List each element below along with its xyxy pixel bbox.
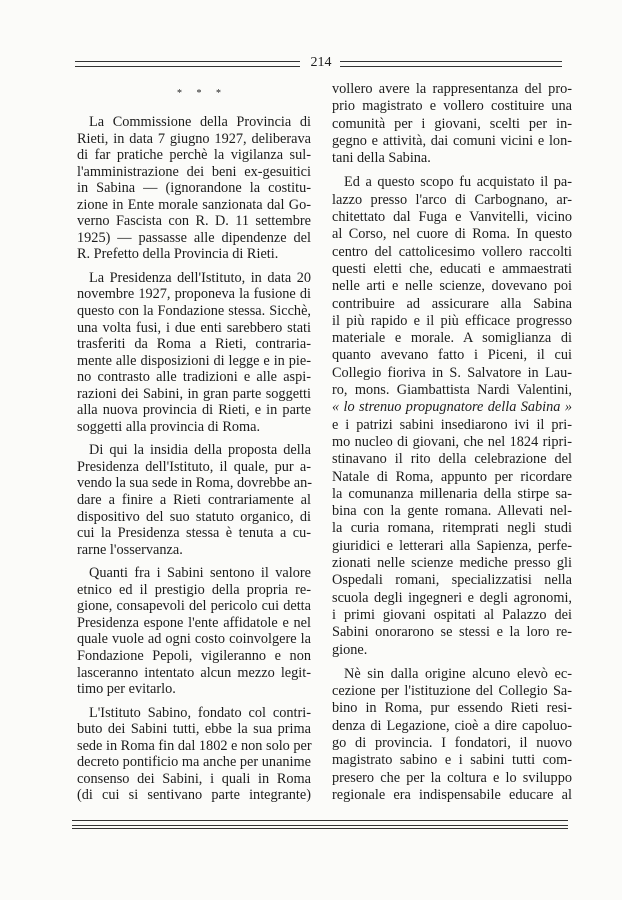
text-line: no contrasto alle tradizioni e alle aspi- — [77, 369, 311, 386]
text-line: contribuire ad assicurare alla Sabina — [332, 295, 572, 312]
text-line: tani della Sabina. — [332, 150, 431, 167]
text-line: Natale di Roma, appunto per ricordare — [332, 468, 572, 485]
text-line: chitettato dal Fuga e Vanvitelli, vicino — [332, 209, 572, 226]
text-line: il più rapido e il più efficace progresso — [332, 312, 572, 329]
text-line: razioni dei Sabini, in gran parte soggetti — [77, 385, 311, 402]
text-line: sede in Roma fin dal 1802 e non solo per — [77, 737, 312, 754]
text-line: prio magistrato e vollero costituire una — [332, 98, 572, 115]
text-line: Di qui la insidia della proposta della — [89, 442, 311, 459]
paragraph — [332, 81, 572, 167]
text-line: questi eletti che, educati e ammaestrati — [332, 260, 572, 277]
text-line: comunità per i giovani, scelti per in- — [332, 115, 572, 132]
text-line: quale vuole ad ogni costo coinvolgere la — [77, 631, 311, 648]
text-line: vollero avere la rappresentanza del pro- — [332, 81, 572, 97]
text-line: presero che per la coltura e lo sviluppo — [332, 769, 572, 786]
text-line: la curia romana, ritemprati negli studi — [332, 520, 572, 537]
text-line: giuridici e letterari alla Sapienza, perfe- — [332, 537, 572, 554]
text-line: zione in Ente morale sanzionata dal Go- — [77, 196, 311, 213]
paragraph — [77, 565, 311, 697]
text-line: di far pratiche perchè la vigilanza sul- — [77, 147, 311, 164]
text-line: Ospedali romani, specializzatisi nella — [332, 572, 572, 589]
paragraph — [77, 270, 311, 435]
text-line: dare a finire a Rieti contrariamente al — [77, 492, 311, 509]
text-line: Quanti fra i Sabini sentono il valore — [89, 565, 311, 582]
text-line: La Presidenza dell'Istituto, in data 20 — [89, 269, 311, 286]
text-line: Presidenza espone l'ente affidatole e nel — [77, 614, 311, 631]
text-line: la comunanza millenaria della stirpe sa- — [332, 485, 572, 502]
page-number: 214 — [310, 55, 332, 70]
text-line: cezione per l'istituzione del Collegio Sa- — [332, 683, 572, 700]
footer-rule — [72, 828, 568, 829]
text-line: alla nuova provincia di Rieti, e in parte — [77, 402, 311, 419]
text-line: R. Prefetto della Provincia di Rieti. — [77, 246, 279, 263]
text-line: centro del cattolicesimo vollero raccolti — [332, 243, 572, 260]
text-line: scuola degli ingegneri e degli agronomi, — [332, 589, 572, 606]
text-line: lazzo presso l'arco di Carbognano, ar- — [332, 191, 572, 208]
text-line: denza di Legazione, cioè a dire capoluo- — [332, 717, 572, 734]
text-line: gione. — [332, 641, 368, 658]
text-line: magistrato sabino e i sabini tutti com- — [332, 752, 572, 769]
text-line: una volta fusi, i due enti sarebbero stati — [77, 319, 311, 336]
text-line: questo con la Fondazione stessa. Sicchè, — [77, 303, 311, 320]
text-line: dispositivo del suo statuto organico, di — [77, 508, 311, 525]
paragraph — [77, 114, 311, 263]
text-line: consenso dei Sabini, i quali in Roma — [77, 770, 311, 787]
paragraph — [332, 174, 572, 658]
text-line: i primi giovani ospitati al Palazzo dei — [332, 606, 572, 623]
text-line: l'amministrazione dei beni ex-gesuitici — [77, 163, 311, 180]
text-line: bino in Roma, pur essendo Rieti resi- — [332, 700, 572, 717]
text-line: cui la Presidenza stessa è tenuta a cu- — [77, 525, 311, 542]
text-line: Fondazione Pepoli, vigileranno e non — [77, 647, 311, 664]
text-line: soggetti alla provincia di Roma. — [77, 418, 261, 435]
text-line: in Sabina — (ignorandone la costitu- — [77, 180, 311, 197]
text-line: verno Fascista con R. D. 11 settembre — [77, 213, 311, 230]
text-line: ro, mons. Giambattista Nardi Valentini, — [332, 382, 572, 399]
text-line: L'Istituto Sabino, fondato col contri- — [89, 704, 311, 721]
text-line: gione, consapevoli del pericolo cui detta — [77, 598, 311, 615]
text-line: Rieti, in data 7 giugno 1927, deliberava — [77, 130, 311, 147]
header-rule-right — [340, 61, 562, 67]
footer-rule — [72, 820, 568, 826]
text-line: bina con la gente romana. Allevati nel- — [332, 503, 572, 520]
text-line: quanto avevano fatto i Piceni, il cui — [332, 347, 572, 364]
left-column — [77, 114, 311, 804]
text-line: stinavano il rito della celebrazione del — [332, 451, 572, 468]
text-line: mente alle disposizioni di legge e in pie- — [77, 352, 311, 369]
text-line: al Corso, nel cuore di Roma. In questo — [332, 226, 572, 243]
text-line: timo per evitarlo. — [77, 681, 176, 698]
text-line: e i patrizi sabini insediarono ivi il pri- — [332, 416, 572, 433]
text-line: buto dei Sabini tutti, ebbe la sua prima — [77, 721, 311, 738]
right-column — [332, 81, 572, 804]
text-line: zionati nelle scienze mediche presso gli — [332, 555, 572, 572]
text-line: (di cui si sentivano parte integrante) — [77, 787, 311, 804]
paragraph — [77, 705, 311, 804]
paragraph — [77, 442, 311, 558]
text-line: vendo la sua sede in Roma, dovrebbe an- — [77, 475, 313, 492]
text-line: Nè sin dalla origine alcuno elevò ec- — [344, 665, 572, 682]
text-line: novembre 1927, proponeva la fusione di — [77, 286, 311, 303]
text-line: go di provincia. I fondatori, il nuovo — [332, 734, 572, 751]
text-line: rarne l'osservanza. — [77, 541, 183, 558]
text-line: « lo strenuo propugnatore della Sabina » — [332, 399, 572, 416]
text-line: etnico ed il prestigio della propria re- — [77, 581, 311, 598]
text-line: Collegio fioriva in S. Salvatore in Lau- — [332, 364, 572, 381]
header-rule-left — [75, 61, 300, 67]
text-line: Presidenza dell'Istituto, il quale, pur a- — [77, 458, 311, 475]
text-line: gegno e attività, dai comuni vicini e lon- — [332, 132, 572, 149]
text-line: decreto pontificio ma anche per unanime — [77, 754, 311, 771]
text-line: mo nucleo di giovani, che nel 1824 ripri- — [332, 433, 572, 450]
section-mark: * * * — [177, 88, 227, 99]
text-line: trasferiti da Roma a Rieti, contraria- — [77, 336, 311, 353]
text-line: 1925) — passasse alle dipendenze del — [77, 229, 311, 246]
text-line: Ed a questo scopo fu acquistato il pa- — [344, 174, 572, 191]
text-line: La Commissione della Provincia di — [89, 114, 311, 130]
text-line: lasceranno intentato alcun mezzo legit- — [77, 664, 311, 681]
text-line: materiale e morale. A somiglianza di — [332, 330, 572, 347]
paragraph — [332, 666, 572, 804]
text-line: Sabini onorarono se stessi e la loro re- — [332, 624, 572, 641]
text-line: regionale era indispensabile educare al — [332, 786, 572, 803]
text-line: nelle arti e nelle scienze, dovevano poi — [332, 278, 572, 295]
